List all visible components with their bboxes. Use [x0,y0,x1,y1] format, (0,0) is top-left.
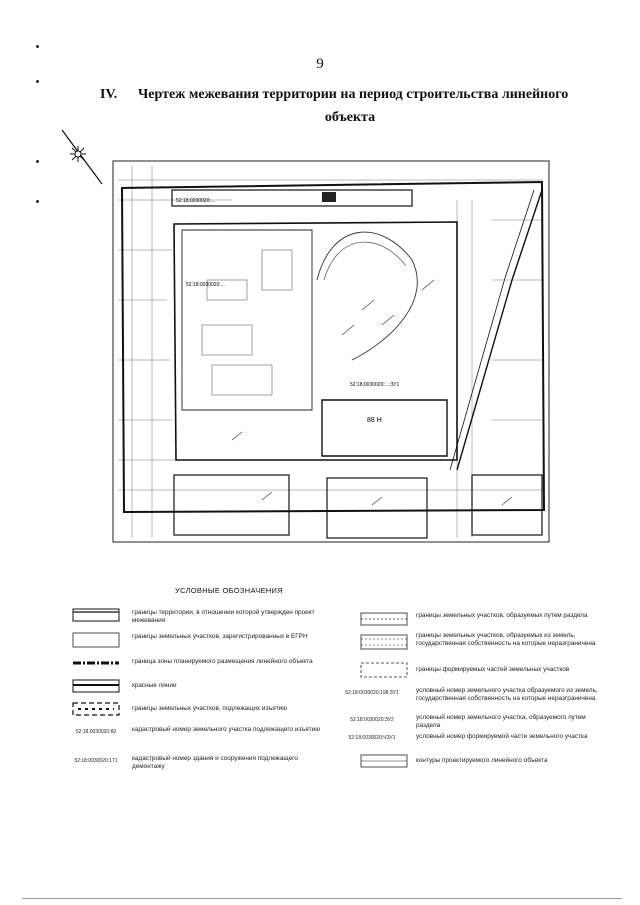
legend-code: 52:18:0030020:60 [75,729,117,735]
legend-text: кадастровый номер здания и сооружения подлежащего демонтажу [132,755,298,770]
legend-title: УСЛОВНЫЕ ОБОЗНАЧЕНИЯ [175,586,283,595]
margin-mark [36,45,39,48]
legend-symbol-project-boundary [72,608,120,622]
legend-code: 52:18:0030020:ЗУ2 [350,717,394,723]
legend-code: 52:18:0030020:171 [74,758,118,764]
legend-text: граница зоны планируемого размещения линейного объекта [132,658,313,665]
page-title-continued: объекта [324,110,376,125]
page-title: Чертеж межевания территории на период строительства линейного [138,87,569,102]
legend-text: условный номер земельного участка образуемого из земель, государственная собственность на которые неразграничена [416,687,598,702]
legend-symbol-red-lines [72,679,120,693]
section-number: IV. [100,87,118,102]
legend-text: условный номер земельного участка, образуемого путем раздела [416,714,586,729]
plan-label-parcel-b: 52:18:0030020:...:ЗУ1 [350,382,400,388]
page-number: 9 [316,56,324,72]
legend-symbol-parcel-parts [360,662,408,678]
margin-mark [36,80,39,83]
margin-mark [36,160,39,163]
plan-label-top: 52:18:0030020:... [176,198,215,204]
legend-symbol-linear-object [360,754,408,768]
legend-text: границы земельных участков, образуемых из земель, государственная собственность на которые неразграничена [416,632,596,647]
margin-mark [36,200,39,203]
legend-text: кадастровый номер земельного участка подлежащего изъятию [132,726,320,733]
legend-symbol-division-parcels [360,612,408,626]
legend-text: контуры проектируемого линейного объекта [416,757,548,764]
page-bottom-line [22,898,622,899]
north-arrow-icon [58,128,106,186]
legend-text: границы формируемых частей земельных участков [416,666,570,673]
plan-label-parcel-a: 52:18:0030020:... [186,282,225,288]
legend-text: границы земельных участков, образуемых путем раздела [416,612,588,619]
legend-code: 52:18:0030020:198:ЗУ1 [345,690,399,696]
plan-building-label: 88 Н [367,417,382,424]
legend-symbol-withdrawal-parcels [72,702,120,716]
legend-symbol-registered-parcels [72,632,120,648]
legend-text: границы земельных участков, подлежащих изъятию [132,705,287,712]
legend-text: красные линии [132,682,177,689]
legend-text: границы территории, в отношении которой утвержден проект межевания [132,609,315,624]
legend-symbol-state-land-parcels [360,634,408,650]
legend-symbol-planned-zone [72,656,120,670]
legend-text: условный номер формируемой части земельного участка [416,733,588,740]
survey-plan [112,160,550,543]
legend-text: границы земельных участков, зарегистрированных в ЕГРН [132,633,308,640]
legend-code: 52:18:0030020:ЧЗУ1 [348,735,396,741]
